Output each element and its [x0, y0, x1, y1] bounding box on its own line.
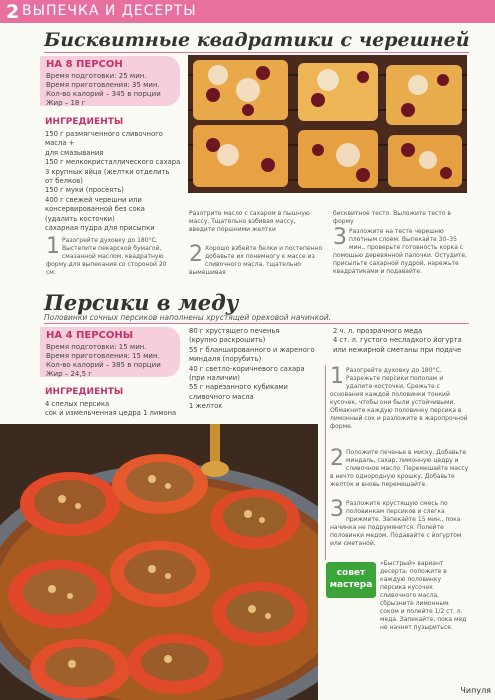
recipe2-title-rule	[44, 323, 469, 324]
step-text: Положите печенье в миску. Добавьте миндаль, сахар, лимонную цедру и сливочное масло. Перемешайте массу в нечто однородную крошку. Добавьте желток и вновь перемешайте.	[330, 449, 469, 488]
ingredient-item: 400 г свежей черешни или	[45, 195, 142, 204]
ingredient-item: 55 г нарезанного кубиками	[189, 383, 288, 392]
ingredient-item: (крупно раскрошить)	[189, 336, 266, 345]
recipe2-step-3	[330, 497, 470, 548]
ingredient-item: 150 г муки (просеять)	[45, 186, 124, 195]
step-text: Разложите на тесте черешню плотным слоем. Выпекайте 30–35 мин., проверьте готовность корка с помощью деревянной палочки. Остудите, присыпьте сахарной пудрой, нарежьте квадратиками и подавайте.	[333, 228, 467, 275]
ingredient-item: 4 спелых персика	[45, 400, 110, 408]
watermark-credit: Чипуля	[460, 686, 491, 695]
cherry-squares-illustration	[188, 55, 467, 193]
recipe2-ingredients-col2	[189, 327, 319, 412]
section-title: ВЫПЕЧКА И ДЕСЕРТЫ	[22, 3, 197, 19]
chef-tip-badge-line: мастера	[329, 580, 373, 590]
recipe2-ingredients-col3	[333, 327, 473, 355]
recipe1-right-text: бисквитное тесто. Выложите тесто в форму	[333, 210, 451, 225]
step-number: 1	[46, 234, 60, 259]
ingredient-item: 55 г бланшированного и жареного	[189, 345, 315, 354]
baked-peaches-illustration	[0, 424, 318, 700]
recipe1-step-3	[333, 225, 468, 276]
recipe1-step-1	[46, 234, 176, 277]
baked-peaches-photo	[0, 424, 318, 700]
step-number: 2	[330, 446, 344, 471]
ingredient-item: (удалить косточки)	[45, 214, 115, 223]
ingredient-item: 3 крупных яйца (желтки отделить	[45, 167, 170, 176]
recipe1-title: Бисквитные квадратики с черешней	[44, 29, 470, 51]
recipe1-mid-text: Разотрите масло с сахаром в пышную массу. Тщательно взбивая массу, введите поршними желтки	[189, 210, 310, 233]
ingredient-item: сливочного масла	[189, 392, 254, 401]
ingredient-item: 1 желток	[189, 402, 223, 411]
ingredient-item: консервированной без сока	[45, 205, 145, 214]
chef-tip-badge	[326, 562, 376, 598]
recipe1-info-line: Время приготовления: 35 мин.	[46, 81, 160, 89]
chef-tip	[326, 560, 466, 640]
step-number: 3	[333, 225, 347, 250]
cherry-squares-photo	[188, 55, 467, 193]
step-number: 3	[330, 497, 344, 522]
ingredient-item: от белков)	[45, 177, 83, 186]
ingredient-item: или нежирной сметаны при подаче	[333, 345, 462, 354]
step-text: Разогрейте духовку до 180°С. Выстелите пекарской бумагой, смазанной маслом, квадратную форму для выпекания со стороной 20 см.	[46, 237, 167, 276]
recipe2-ingredients-list	[45, 400, 190, 419]
recipe2-servings: НА 4 ПЕРСОНЫ	[46, 330, 134, 341]
recipe2-step-2	[330, 446, 470, 489]
ingredient-item: для смазывания	[45, 148, 104, 157]
recipe1-ingredients-heading: ИНГРЕДИЕНТЫ	[45, 117, 124, 127]
ingredient-item: миндаля (порубить)	[189, 355, 262, 364]
ingredient-item: 150 г размягченного сливочного масла +	[45, 130, 163, 148]
recipe2-step-1	[330, 364, 470, 431]
ingredient-item: 40 г светло-коричневого сахара	[189, 364, 305, 373]
recipe2-ingredients-heading: ИНГРЕДИЕНТЫ	[45, 387, 124, 397]
recipe1-title-rule	[44, 52, 469, 53]
recipe2-title: Персики в меду	[44, 290, 239, 315]
recipe1-ingredients-list	[45, 130, 185, 233]
recipe1-info-line: Время подготовки: 25 мин.	[46, 72, 147, 80]
recipe1-step-2	[189, 242, 324, 277]
step-number: 2	[189, 242, 203, 267]
section-number: 2	[6, 1, 20, 23]
step-text: Разложите хрустящую смесь по половинкам персиков и слегка прижмите. Запекайте 15 мин., пока начинка не подрумянится. Полейте половинки медом. Подавайте с йогуртом или сметаной.	[330, 500, 462, 547]
recipe1-info-line: Жир – 18 г	[46, 99, 86, 107]
section-header	[0, 0, 495, 23]
ingredient-item: 2 ч. л. прозрачного меда	[333, 327, 423, 335]
chef-tip-badge-line: совет	[336, 568, 366, 578]
ingredient-item: сахарная пудра для присыпки	[45, 224, 155, 233]
column-divider	[325, 365, 326, 560]
step-text: Разогрейте духовку до 180°С. Разрежьте персики пополам и удалите косточки. Срежьте с основания каждой половинки тонкий кусочек, чтобы они были устойчивыми. Обмакните каждую половинку персика в лимонный сок и разложите в жаропрочной форме.	[330, 367, 468, 430]
step-text: Хорошо взбейте белки и постепенно добавьте их понемногу к массе из сливочного масла, тщательно вымешивая	[189, 245, 323, 276]
recipe2-info-line: Кол-во калорий – 385 в порции	[46, 361, 161, 369]
recipe2-info-line: Время приготовления: 15 мин.	[46, 352, 160, 360]
recipe2-subtitle: Половинки сочных персиков наполнены хрустящей ореховой начинкой.	[44, 313, 332, 322]
recipe2-info-line: Жир – 24,5 г	[46, 370, 92, 378]
ingredient-item: 80 г хрустящего печенья	[189, 327, 280, 335]
ingredient-item: 4 ст. л. густого несладкого йогурта	[333, 336, 462, 345]
ingredient-item: (при наличии)	[189, 374, 240, 383]
chef-tip-text: «Быстрый» вариант десерта: положите в каждую половинку персика кусочек сливочного масла, сбрызните лимонным соком и полейте 1/2 ст. л. меда. Запекайте, пока мед не начнет пузыриться.	[380, 560, 467, 631]
ingredient-item: 150 г мелкокристаллического сахара	[45, 158, 181, 167]
recipe1-info-box	[40, 56, 180, 106]
recipe1-info-line: Кол-во калорий – 345 в порции	[46, 90, 161, 98]
recipe1-servings: НА 8 ПЕРСОН	[46, 59, 123, 70]
recipe2-info-box	[40, 327, 180, 377]
step-number: 1	[330, 364, 344, 389]
ingredient-item: сок и измельченная цедра 1 лимона	[45, 409, 177, 418]
recipe2-info-line: Время подготовки: 15 мин.	[46, 343, 147, 351]
